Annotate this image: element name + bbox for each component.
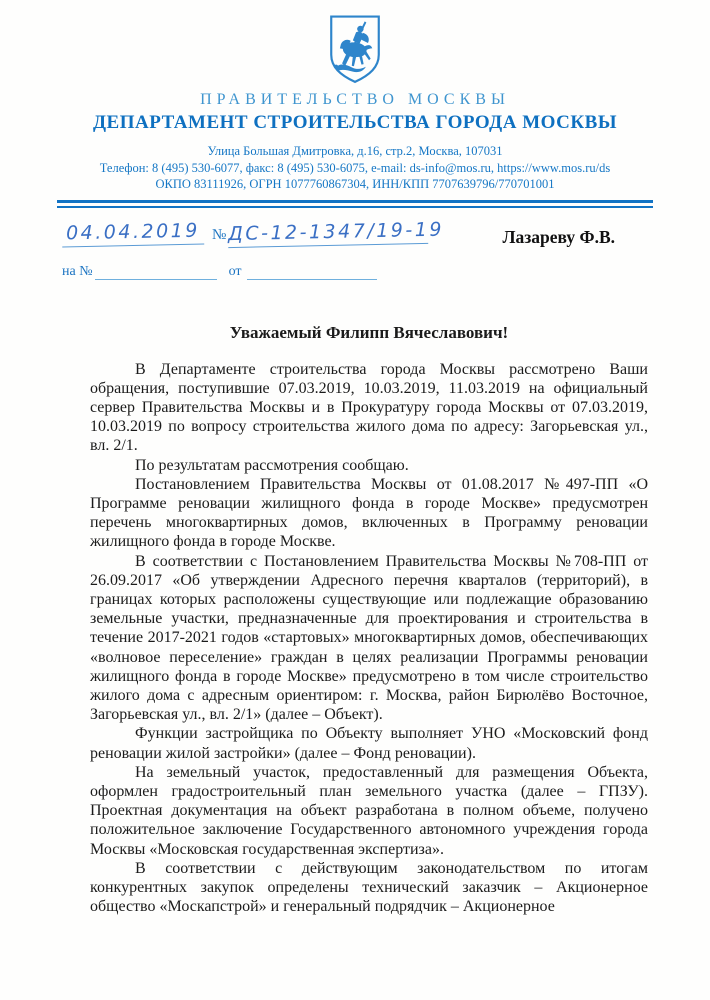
number-sign: № [212, 226, 227, 243]
letterhead-divider [57, 200, 653, 208]
letterhead-details [0, 143, 710, 193]
body-paragraph: По результатам рассмотрения сообщаю. [135, 456, 409, 474]
reply-number-blank [95, 265, 217, 280]
codes-line: ОКПО 83111926, ОГРН 1077760867304, ИНН/КПП 7707639796/770701001 [155, 177, 555, 191]
letterhead [0, 0, 710, 208]
body-paragraph: В Департаменте строительства города Москвы рассмотрено Ваши обращения, поступившие 07.03.2019, 10.03.2019, 11.03.2019 на официальный сервер Правительства Москвы и в Прокуратуру города Москвы от 07.03.2019, 10.03.2019 по вопросу строительства жилого дома по адресу: Загорьевская ул., вл. 2/1. [90, 360, 648, 455]
body-paragraph: В соответствии с действующим законодательством по итогам конкурентных закупок определены технический заказчик – Акционерное общество «Москапстрой» и генеральный подрядчик – Акционерное [90, 859, 648, 916]
government-title: ПРАВИТЕЛЬСТВО МОСКВЫ [200, 91, 510, 108]
body-paragraph: На земельный участок, предоставленный для размещения Объекта, оформлен градостроительный план земельного участка (далее – ГПЗУ). Проектная документация на объект разработана в полном объеме, получено положительное заключение Государственного автономного учреждения города Москвы «Московская государственная экспертиза». [90, 763, 648, 858]
reply-date-label: от [228, 263, 242, 279]
incoming-reference-row [62, 264, 653, 280]
coat-of-arms-icon [328, 14, 382, 85]
body-paragraph: Постановлением Правительства Москвы от 01.08.2017 №497-ПП «О Программе реновации жилищного фонда в городе Москве» предусмотрен перечень многоквартирных домов, включенных в Программу реновации жилищного фонда в городе Москве. [90, 475, 648, 551]
reference-block [62, 218, 653, 299]
handwritten-number: ДС-12-1347/19-19 [228, 218, 428, 247]
contacts-line: Телефон: 8 (495) 530-6077, факс: 8 (495) 530-6075, e-mail: ds-info@mos.ru, https://www.mos.ru/ds [99, 160, 611, 175]
recipient-name: Лазареву Ф.В. [502, 226, 615, 247]
salutation: Уважаемый Филипп Вячеславович! [229, 322, 509, 342]
department-title: ДЕПАРТАМЕНТ СТРОИТЕЛЬСТВА ГОРОДА МОСКВЫ [92, 112, 617, 133]
letter-body [90, 323, 648, 917]
body-paragraph: Функции застройщика по Объекту выполняет УНО «Московский фонд реновации жилой застройки» (далее – Фонд реновации). [90, 725, 648, 762]
reply-date-blank [247, 265, 377, 280]
body-paragraph: В соответствии с Постановлением Правительства Москвы №708-ПП от 26.09.2017 «Об утверждении Адресного перечня кварталов (территорий), в границах которых расположены существующие или подлежащие образованию земельные участки, предназначенные для проектирования и строительства в течение 2017-2021 годов «стартовых» многоквартирных домов, обеспечивающих «волновое переселение» граждан в целях реализации Программы реновации жилищного фонда в городе Москве» предусмотрено в том числе строительство жилого дома с адресным ориентиром: г. Москва, район Бирюлёво Восточное, Загорьевская ул., вл. 2/1» (далее – Объект). [90, 552, 648, 724]
reply-number-label: на № [62, 263, 93, 279]
handwritten-date: 04.04.2019 [62, 219, 204, 247]
address-line: Улица Большая Дмитровка, д.16, стр.2, Москва, 107031 [207, 144, 503, 158]
